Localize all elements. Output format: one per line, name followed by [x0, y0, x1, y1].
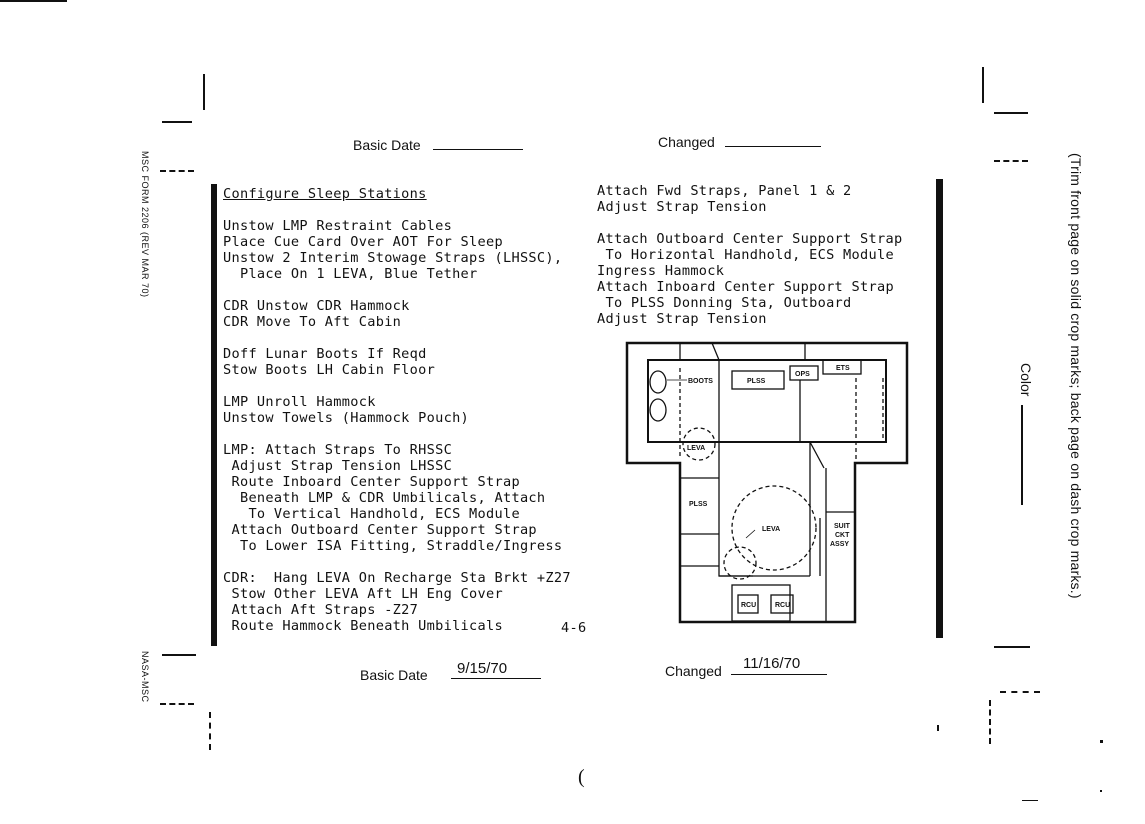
label-ckt: CKT [835, 532, 850, 539]
speck [937, 725, 939, 731]
footer-basic-date [360, 667, 428, 683]
crop-mark [162, 121, 192, 123]
cabin-outline [627, 343, 907, 622]
procedure-line: To Horizontal Handhold, ECS Module [597, 247, 894, 263]
label-assy: ASSY [830, 541, 850, 548]
procedure-line: Place Cue Card Over AOT For Sleep [223, 234, 503, 250]
crop-mark [0, 0, 67, 2]
speck-paren: ( [578, 766, 585, 788]
footer-changed-field [731, 655, 827, 675]
color-blank-line [1021, 405, 1023, 505]
procedure-line [223, 202, 571, 218]
speck [1100, 790, 1102, 792]
crop-mark-dashed [994, 160, 1028, 162]
header-changed [658, 134, 821, 150]
label-leva-center: LEVA [762, 526, 781, 533]
form-id: MSC FORM 2206 (REV MAR 70) [140, 151, 150, 298]
header-changed-label: Changed [658, 134, 715, 150]
footer-basic-date-label: Basic Date [360, 667, 428, 683]
procedure-line: Attach Aft Straps -Z27 [223, 602, 419, 618]
procedure-line [223, 554, 571, 570]
procedure-line: CDR Move To Aft Cabin [223, 314, 402, 330]
procedure-line: Adjust Strap Tension [597, 199, 767, 215]
procedure-line: Stow Other LEVA Aft LH Eng Cover [223, 586, 503, 602]
left-change-bar [211, 184, 217, 646]
crop-mark [1022, 800, 1038, 801]
cabin-diagram [620, 338, 914, 628]
procedure-line [597, 215, 902, 231]
procedure-line: Doff Lunar Boots If Reqd [223, 346, 427, 362]
procedure-line: Beneath LMP & CDR Umbilicals, Attach [223, 490, 546, 506]
header-changed-blank [725, 145, 821, 147]
crop-mark [162, 654, 196, 656]
procedure-line: CDR: Hang LEVA On Recharge Sta Brkt +Z27 [223, 570, 571, 586]
procedure-line: Attach Fwd Straps, Panel 1 & 2 [597, 183, 852, 199]
procedure-line: Attach Outboard Center Support Strap [597, 231, 903, 247]
footer-basic-date-field [451, 660, 541, 679]
label-rcu-1: RCU [741, 602, 757, 609]
left-column [223, 186, 571, 634]
procedure-line: Adjust Strap Tension [597, 311, 767, 327]
crop-mark [982, 67, 984, 103]
crop-mark [994, 112, 1028, 114]
procedure-line: CDR Unstow CDR Hammock [223, 298, 410, 314]
procedure-line: LMP Unroll Hammock [223, 394, 376, 410]
procedure-line: Stow Boots LH Cabin Floor [223, 362, 436, 378]
procedure-line [223, 378, 571, 394]
label-plss-left: PLSS [689, 501, 708, 508]
footer-basic-date-value: 9/15/70 [457, 660, 508, 677]
label-boots: BOOTS [688, 378, 713, 385]
label-plss-top: PLSS [747, 378, 766, 385]
procedure-line: Ingress Hammock [597, 263, 725, 279]
footer-changed-value: 11/16/70 [743, 655, 801, 672]
procedure-line: To PLSS Donning Sta, Outboard [597, 295, 852, 311]
procedure-line [223, 426, 571, 442]
label-suit: SUIT [834, 523, 850, 530]
procedure-line: Attach Outboard Center Support Strap [223, 522, 537, 538]
label-rcu-2: RCU [775, 602, 791, 609]
inner-frame [648, 360, 886, 442]
crop-mark-dashed [160, 170, 194, 172]
section-title: Configure Sleep Stations [223, 186, 427, 202]
page-number: 4-6 [561, 620, 587, 636]
footer-changed-label: Changed [665, 663, 722, 679]
procedure-line: Unstow LMP Restraint Cables [223, 218, 453, 234]
right-column [597, 183, 902, 327]
label-ets: ETS [836, 365, 850, 372]
procedure-line: Attach Inboard Center Support Strap [597, 279, 894, 295]
trim-note: (Trim front page on solid crop marks; back page on dash crop marks.) [1068, 153, 1084, 599]
crop-mark-dashed [989, 700, 991, 744]
speck [1100, 740, 1103, 743]
procedure-line: Unstow 2 Interim Stowage Straps (LHSSC), [223, 250, 563, 266]
crop-mark-dashed [1000, 691, 1040, 693]
procedure-line [223, 282, 571, 298]
procedure-line: Route Hammock Beneath Umbilicals [223, 618, 503, 634]
procedure-line: To Vertical Handhold, ECS Module [223, 506, 520, 522]
agency-label: NASA-MSC [140, 651, 150, 703]
procedure-line: To Lower ISA Fitting, Straddle/Ingress [223, 538, 563, 554]
color-label: Color [1018, 363, 1034, 397]
procedure-line [223, 330, 571, 346]
footer-changed [665, 663, 722, 679]
crop-mark-dashed [209, 712, 211, 750]
crop-mark [203, 74, 205, 110]
procedure-line: Place On 1 LEVA, Blue Tether [223, 266, 478, 282]
right-change-bar [936, 179, 943, 638]
label-leva-left: LEVA [687, 445, 706, 452]
header-basic-date-blank [433, 148, 523, 150]
header-basic-date [353, 137, 523, 153]
procedure-line: Route Inboard Center Support Strap [223, 474, 520, 490]
procedure-line: Adjust Strap Tension LHSSC [223, 458, 453, 474]
label-ops: OPS [795, 371, 810, 378]
procedure-line: LMP: Attach Straps To RHSSC [223, 442, 453, 458]
procedure-line: Unstow Towels (Hammock Pouch) [223, 410, 470, 426]
header-basic-date-label: Basic Date [353, 137, 421, 153]
left-column-lines [223, 202, 571, 634]
crop-mark [994, 646, 1030, 648]
crop-mark-dashed [160, 703, 194, 705]
